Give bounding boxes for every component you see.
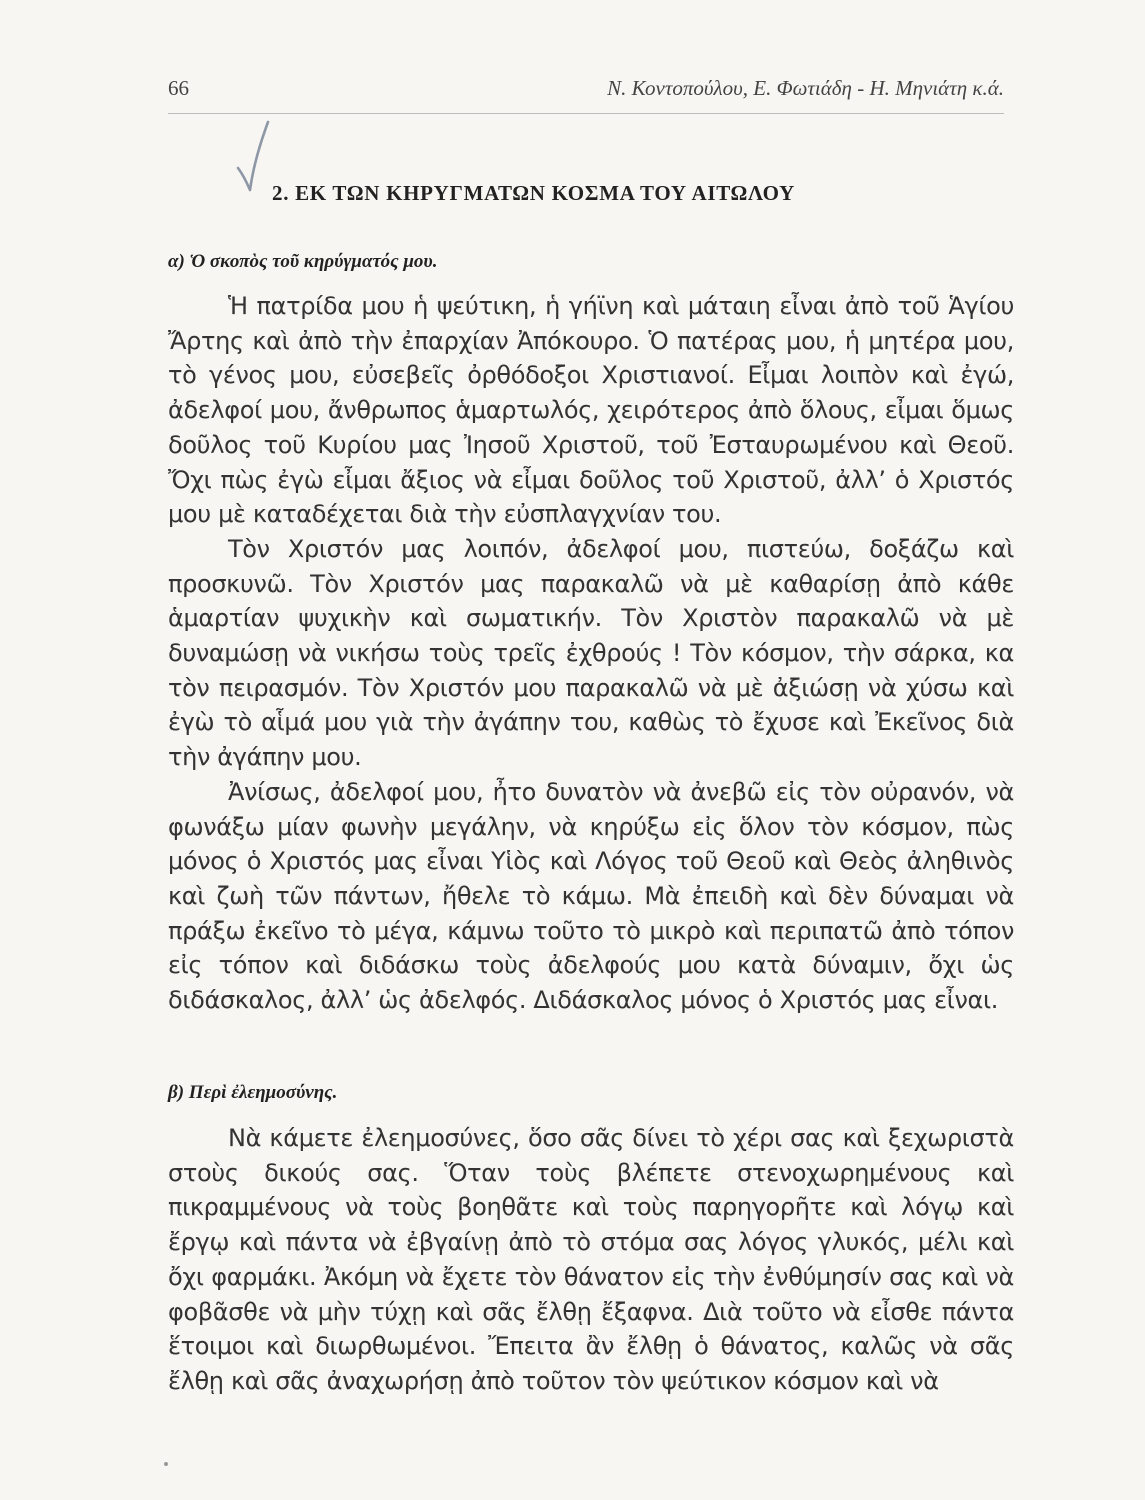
page-number: 66 — [168, 76, 189, 100]
pencil-checkmark-icon — [236, 120, 270, 194]
section-title: 2. ΕΚ ΤΩΝ ΚΗΡΥΓΜΑΤΩΝ ΚΟΣΜΑ ΤΟΥ ΑΙΤΩΛΟΥ — [272, 181, 795, 205]
paragraph: Ἀνίσως, ἀδελφοί μου, ἦτο δυνατὸν νὰ ἀνεβῶ εἰς τὸν οὐρανόν, νὰ φωνάξω μίαν φωνὴν μεγάλην, νὰ κηρύξω εἰς ὅλον τὸν κόσμον, πὼς μόνος ὁ Χριστός μας εἶναι Υἱὸς καὶ Λόγος τοῦ Θεοῦ καὶ Θεὸς ἀληθινὸς καὶ ζωὴ τῶν πάντων, ἤθελε τὸ κάμω. Μὰ ἐπειδὴ καὶ δὲν δύναμαι νὰ πράξω ἐκεῖνο τὸ μέγα, κάμνω τοῦτο τὸ μικρὸ καὶ περιπατῶ ἀπὸ τόπον εἰς τόπον καὶ διδάσκω τοὺς ἀδελφούς μου κατὰ δύναμιν, ὄχι ὡς διδάσκαλος, ἀλλ’ ὡς ἀδελφός. Διδάσκαλος μόνος ὁ Χριστός μας εἶναι. — [168, 777, 1014, 1015]
subheading-b: β) Περὶ ἐλεημοσύνης. — [168, 1082, 338, 1103]
paper-speck — [164, 1462, 168, 1466]
running-head — [168, 74, 1004, 106]
body-text-b — [168, 1121, 1014, 1399]
body-text-a — [168, 289, 1014, 1018]
header-rule — [168, 113, 1004, 114]
subheading-a: α) Ὁ σκοπὸς τοῦ κηρύγματός μου. — [168, 251, 438, 272]
paragraph: Ἡ πατρίδα μου ἡ ψεύτικη, ἡ γήϊνη καὶ μάταιη εἶναι ἀπὸ τοῦ Ἁγίου Ἄρτης καὶ ἀπὸ τὴν ἐπαρχίαν Ἀπόκουρο. Ὁ πατέρας μου, ἡ μητέρα μου, τὸ γένος μου, εὐσεβεῖς ὀρθόδοξοι Χριστιανοί. Εἶμαι λοιπὸν καὶ ἐγώ, ἀδελφοί μου, ἄνθρωπος ἁμαρτωλός, χειρότερος ἀπὸ ὅλους, εἶμαι ὅμως δοῦλος τοῦ Κυρίου μας Ἰησοῦ Χριστοῦ, τοῦ Ἐσταυρωμένου καὶ Θεοῦ. Ὄχι πὼς ἐγὼ εἶμαι ἄξιος νὰ εἶμαι δοῦλος τοῦ Χριστοῦ, ἀλλ’ ὁ Χριστός μου μὲ καταδέχεται διὰ τὴν εὐσπλαγχνίαν του. — [168, 292, 1014, 529]
paragraph: Τὸν Χριστόν μας λοιπόν, ἀδελφοί μου, πιστεύω, δοξάζω καὶ προσκυνῶ. Τὸν Χριστόν μας παρακαλῶ νὰ μὲ καθαρίσῃ ἀπὸ κάθε ἁμαρτίαν ψυχικὴν καὶ σωματικήν. Τὸν Χριστὸν παρακαλῶ νὰ μὲ δυναμώσῃ νὰ νικήσω τοὺς τρεῖς ἐχθρούς ! Τὸν κόσμον, τὴν σάρκα, κα τὸν πειρασμόν. Τὸν Χριστόν μου παρακαλῶ νὰ μὲ ἀξιώσῃ νὰ χύσω καὶ ἐγὼ τὸ αἷμά μου γιὰ τὴν ἀγάπην του, καθὼς τὸ ἔχυσε καὶ Ἐκεῖνος διὰ τὴν ἀγάπην μου. — [168, 534, 1014, 772]
paragraph: Νὰ κάμετε ἐλεημοσύνες, ὅσο σᾶς δίνει τὸ χέρι σας καὶ ξεχωριστὰ στοὺς δικούς σας. Ὅταν τοὺς βλέπετε στενοχωρημένους καὶ πικραμμένους νὰ τοὺς βοηθᾶτε καὶ τοὺς παρηγορῆτε καὶ λόγῳ καὶ ἔργῳ καὶ πάντα νὰ ἐβγαίνῃ ἀπὸ τὸ στόμα σας λόγος γλυκός, μέλι καὶ ὄχι φαρμάκι. Ἀκόμη νὰ ἔχετε τὸν θάνατον εἰς τὴν ἐνθύμησίν σας καὶ νὰ φοβᾶσθε νὰ μὴν τύχῃ καὶ σᾶς ἔλθῃ ἔξαφνα. Διὰ τοῦτο νὰ εἶσθε πάντα ἕτοιμοι καὶ διωρθωμένοι. Ἔπειτα ἂν ἔλθῃ ὁ θάνατος, καλῶς νὰ σᾶς ἔλθῃ καὶ σᾶς ἀναχωρήσῃ ἀπὸ τοῦτον τὸν ψεύτικον κόσμον καὶ νὰ — [168, 1124, 1014, 1395]
running-head-authors: Ν. Κοντοπούλου, Ε. Φωτιάδη - Η. Μηνιάτη κ.ά. — [607, 76, 1004, 100]
